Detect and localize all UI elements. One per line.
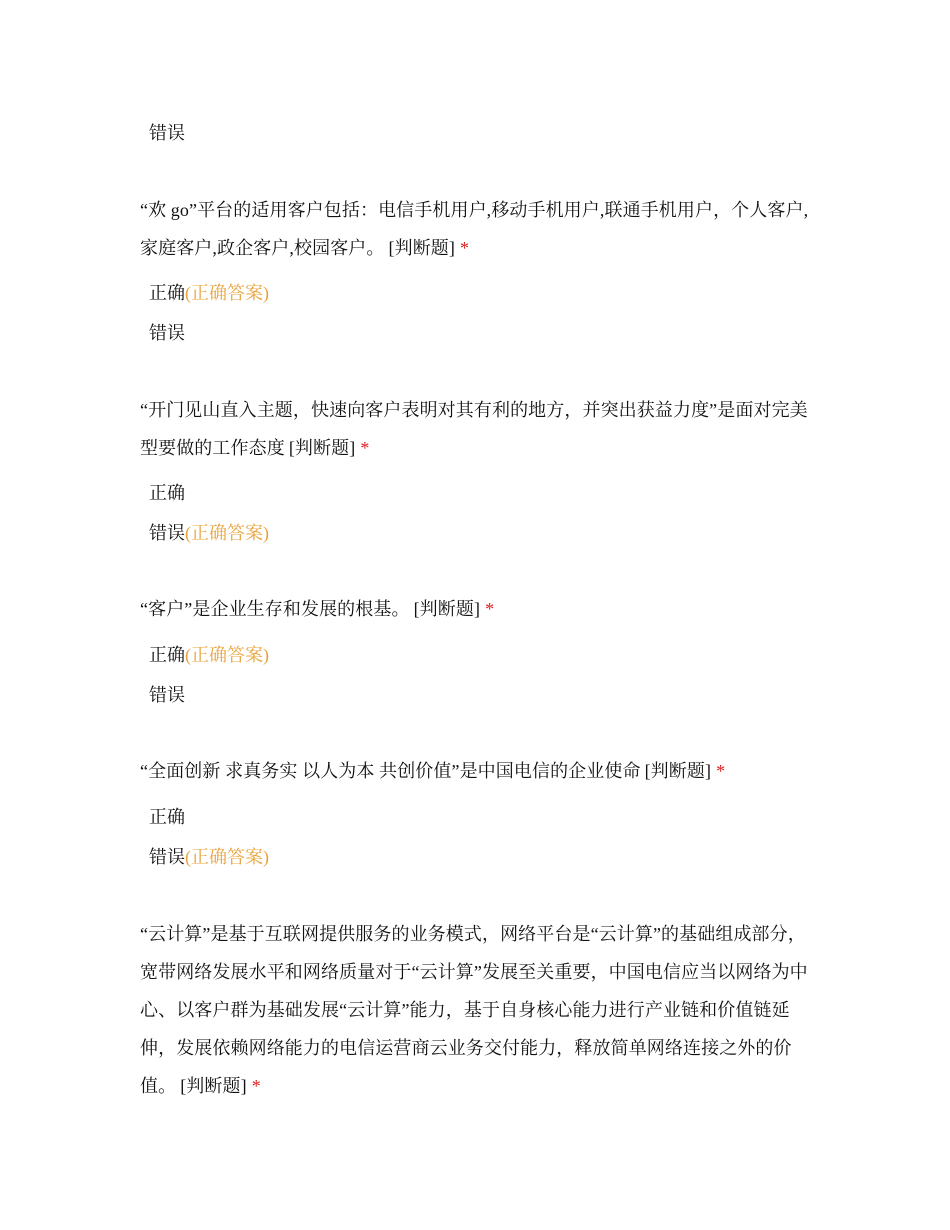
option-false[interactable]: [149, 320, 185, 346]
option-true[interactable]: [149, 642, 269, 668]
correct-answer-tag: (正确答案): [185, 283, 269, 303]
correct-answer-tag: (正确答案): [185, 523, 269, 543]
option-label: 错误: [149, 685, 185, 705]
question-type: [判断题]: [288, 438, 356, 458]
question-type: [判断题]: [413, 599, 481, 619]
option-label: 正确: [149, 807, 185, 827]
correct-answer-tag: (正确答案): [185, 645, 269, 665]
option-label: 错误: [149, 323, 185, 343]
question-text: “云计算”是基于互联网提供服务的业务模式，网络平台是“云计算”的基础组成部分，宽带网络发展水平和网络质量对于“云计算”发展至关重要，中国电信应当以网络为中心、以客户群为基础发展“云计算”能力，基于自身核心能力进行产业链和价值链延伸，发展依赖网络能力的电信运营商云业务交付能力，释放简单网络连接之外的价值。: [140, 924, 808, 1096]
option-true[interactable]: [149, 804, 185, 830]
question-1-text: [140, 191, 820, 267]
option-true[interactable]: [149, 480, 185, 506]
correct-answer-tag: (正确答案): [185, 847, 269, 867]
option-false[interactable]: [149, 520, 269, 546]
question-text: “全面创新 求真务实 以人为本 共创价值”是中国电信的企业使命: [140, 761, 641, 781]
required-marker: *: [460, 238, 470, 258]
option-label: 错误: [149, 523, 185, 543]
question-type: [判断题]: [388, 238, 455, 258]
question-text: “开门见山直入主题，快速向客户表明对其有利的地方，并突出获益力度”是面对完美型要做的工作态度: [140, 400, 808, 458]
option-label: 错误: [149, 847, 185, 867]
required-marker: *: [360, 438, 370, 458]
question-2-text: [140, 391, 820, 467]
question-type: [判断题]: [644, 761, 712, 781]
required-marker: *: [716, 761, 726, 781]
option-false[interactable]: [149, 844, 269, 870]
question-3-text: [140, 590, 820, 628]
option-true[interactable]: [149, 280, 269, 306]
option-label: 错误: [149, 123, 185, 143]
option-label: 正确: [149, 283, 185, 303]
question-5-text: [140, 915, 820, 1105]
question-text: “欢 go”平台的适用客户包括：电信手机用户,移动手机用户,联通手机用户，个人客户,家庭客户,政企客户,校园客户。: [140, 200, 809, 258]
required-marker: *: [251, 1076, 261, 1096]
question-text: “客户”是企业生存和发展的根基。: [140, 599, 410, 619]
question-4-text: [140, 752, 820, 790]
required-marker: *: [485, 599, 495, 619]
option-false[interactable]: [149, 682, 185, 708]
question-type: [判断题]: [180, 1076, 247, 1096]
option-label: 正确: [149, 483, 185, 503]
option-label: 正确: [149, 645, 185, 665]
option-false[interactable]: [149, 120, 185, 146]
